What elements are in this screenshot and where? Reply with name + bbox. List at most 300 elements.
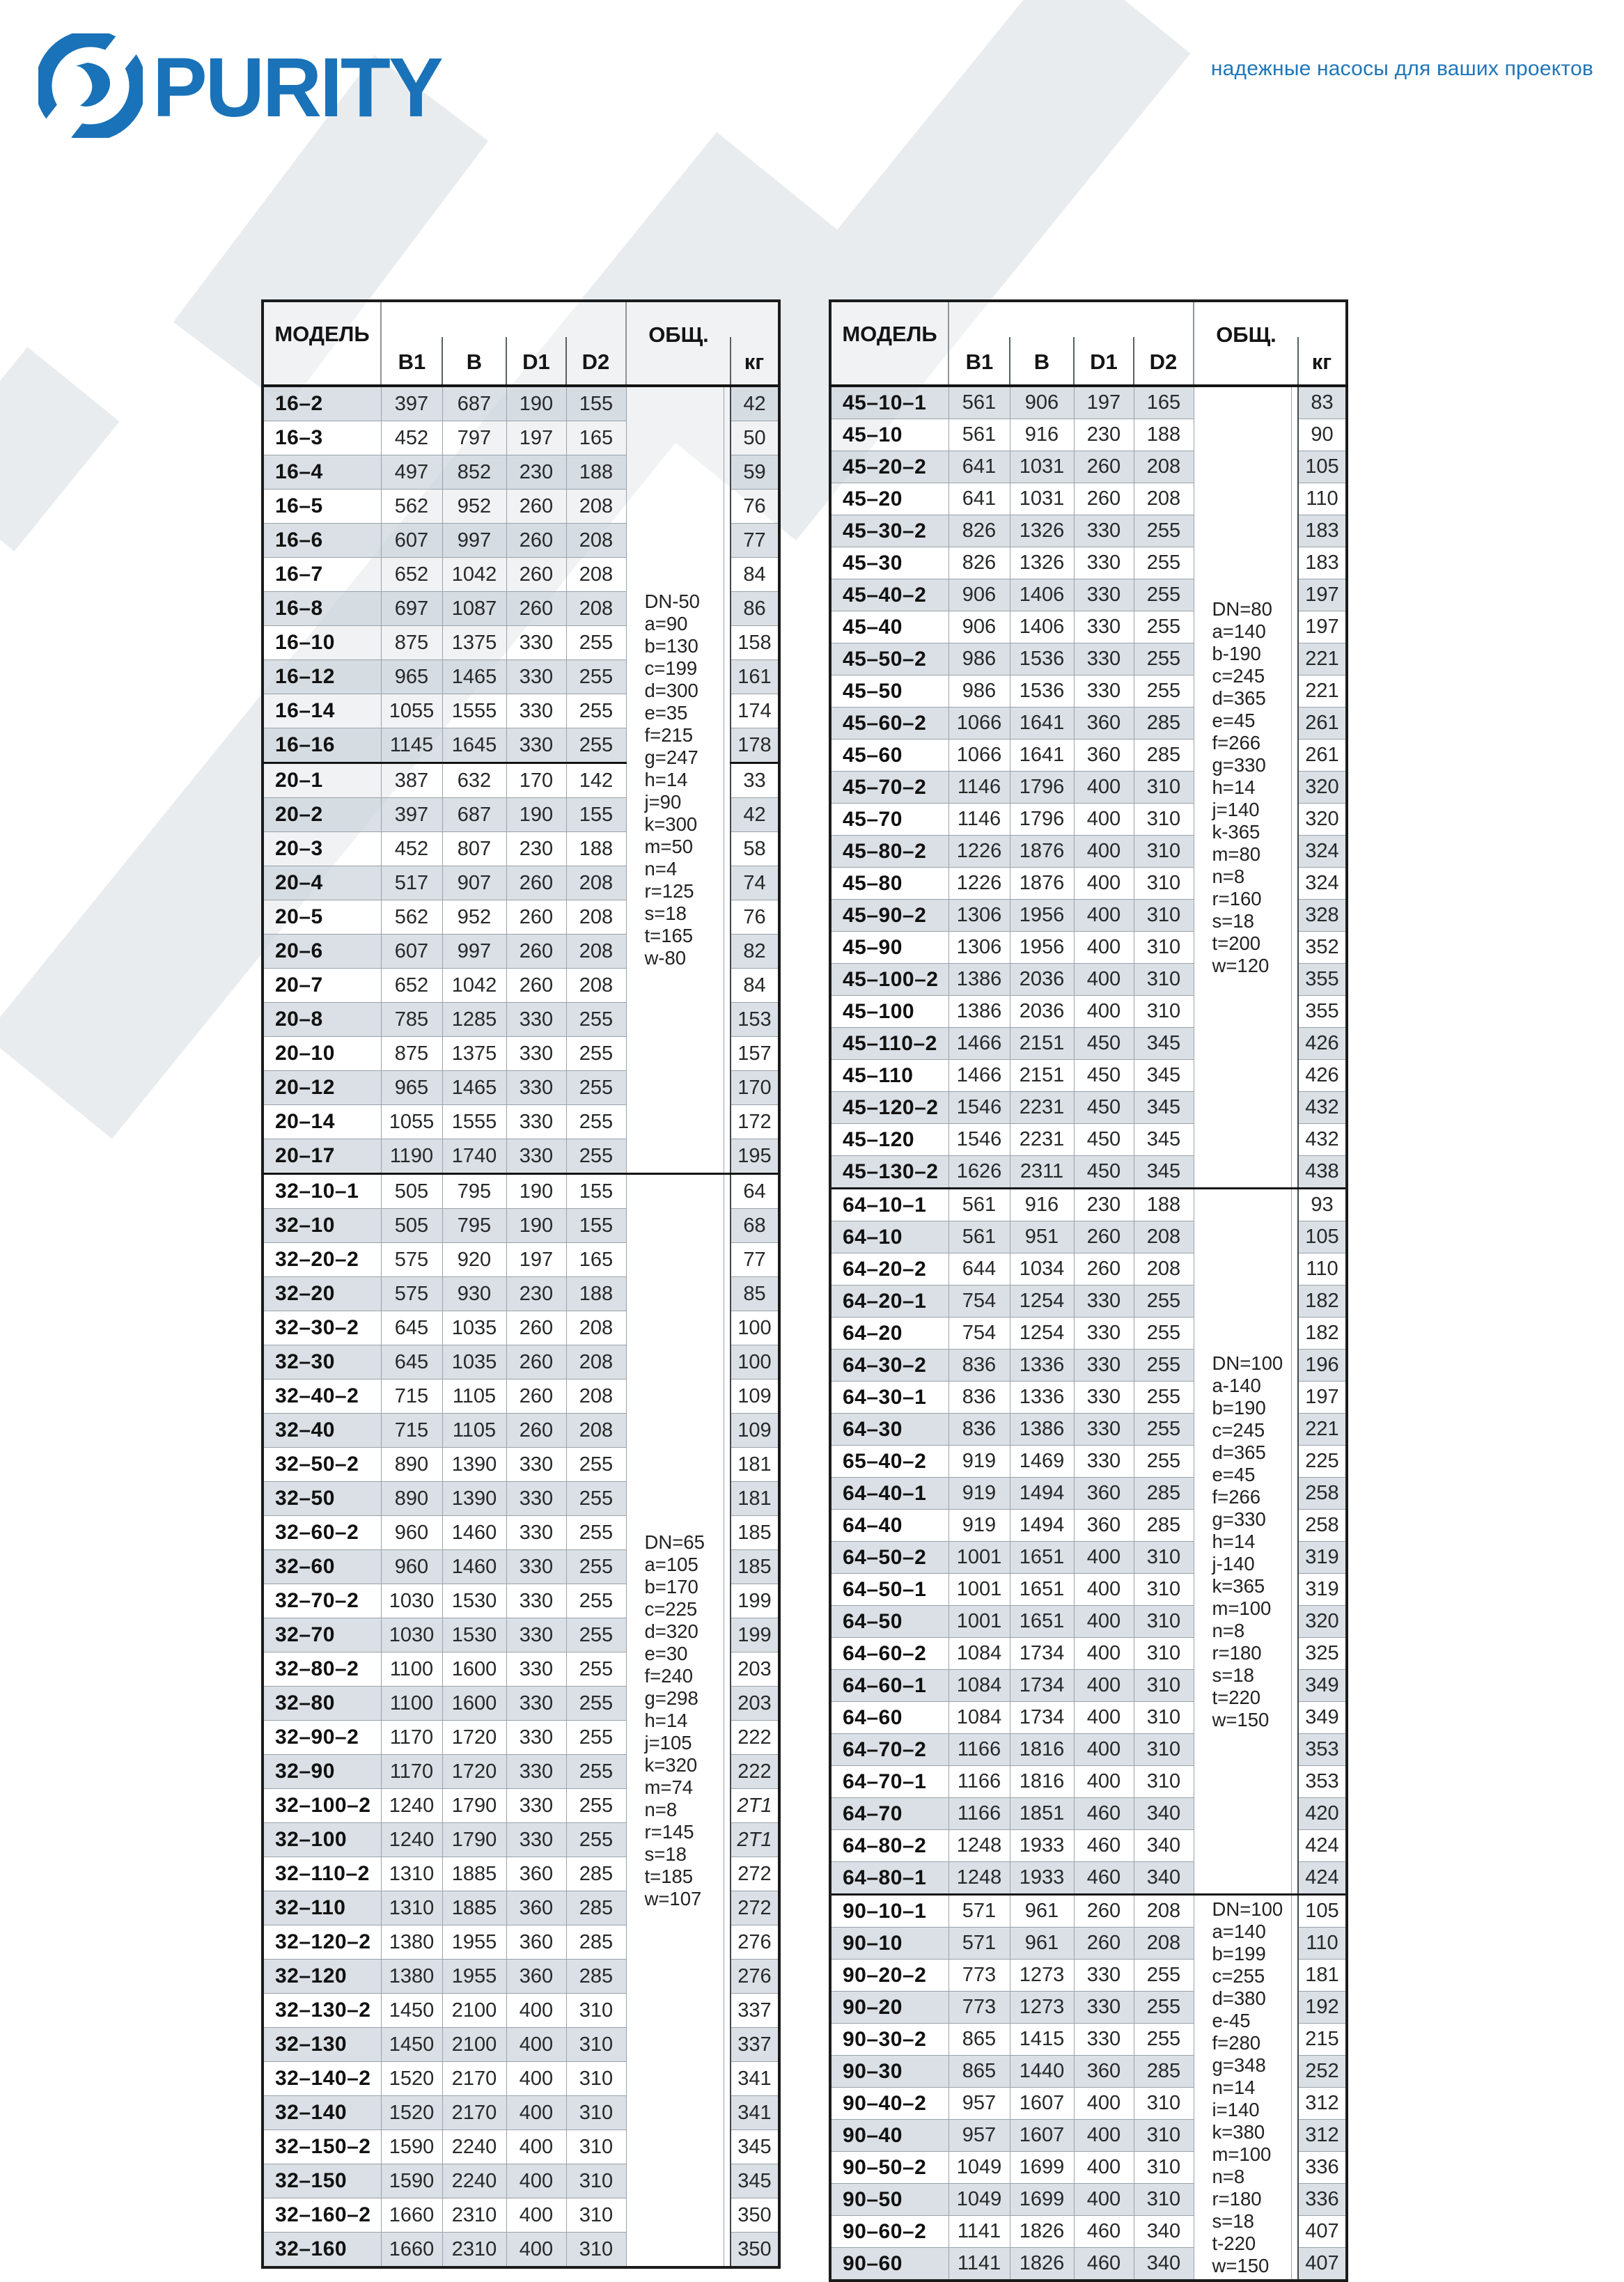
value-cell: 310 xyxy=(566,2198,626,2233)
value-cell: 330 xyxy=(506,1448,566,1482)
spec-line: b=190 xyxy=(1212,1396,1266,1419)
value-cell: 397 xyxy=(381,386,442,421)
kg-cell: 320 xyxy=(1298,1606,1347,1638)
value-cell: 1651 xyxy=(1010,1606,1074,1638)
value-cell: 1390 xyxy=(442,1448,506,1482)
value-cell: 1555 xyxy=(442,1105,506,1139)
kg-cell: 261 xyxy=(1298,740,1347,772)
value-cell: 754 xyxy=(948,1318,1010,1350)
model-cell: 20–5 xyxy=(263,900,381,935)
spec-cell xyxy=(1194,1895,1291,2281)
value-cell: 1226 xyxy=(948,868,1010,900)
spec-line: DN=65 xyxy=(644,1531,705,1553)
spec-line: d=365 xyxy=(1212,687,1266,709)
dimensions-table-right xyxy=(829,299,1348,2282)
value-cell: 155 xyxy=(566,1174,626,1209)
value-cell: 890 xyxy=(381,1448,442,1482)
value-cell: 1885 xyxy=(442,1891,506,1925)
value-cell: 345 xyxy=(1134,1124,1194,1156)
value-cell: 255 xyxy=(1134,547,1194,579)
value-cell: 1141 xyxy=(948,2216,1010,2248)
dimensions-table-left xyxy=(261,299,781,2269)
model-cell: 90–20 xyxy=(830,1992,948,2024)
value-cell: 208 xyxy=(566,490,626,524)
value-cell: 330 xyxy=(506,1139,566,1174)
value-cell: 1105 xyxy=(442,1380,506,1414)
value-cell: 208 xyxy=(566,592,626,626)
spec-line: n=8 xyxy=(1212,1619,1245,1641)
value-cell: 400 xyxy=(1074,804,1134,836)
value-cell: 997 xyxy=(442,935,506,969)
value-cell: 285 xyxy=(1134,708,1194,740)
kg-cell: 328 xyxy=(1298,900,1347,932)
model-cell: 90–60–2 xyxy=(830,2216,948,2248)
value-cell: 340 xyxy=(1134,2248,1194,2281)
kg-cell: 225 xyxy=(1298,1446,1347,1478)
value-cell: 400 xyxy=(1074,900,1134,932)
model-cell: 90–30 xyxy=(830,2056,948,2088)
value-cell: 330 xyxy=(506,1550,566,1584)
value-cell: 188 xyxy=(566,1277,626,1311)
value-cell: 607 xyxy=(381,524,442,558)
spec-line: f=215 xyxy=(644,724,694,746)
value-cell: 952 xyxy=(442,900,506,935)
kg-cell: 42 xyxy=(731,386,779,421)
value-cell: 1796 xyxy=(1010,772,1074,804)
value-cell: 1734 xyxy=(1010,1670,1074,1702)
value-cell: 230 xyxy=(506,1277,566,1311)
value-cell: 1826 xyxy=(1010,2216,1074,2248)
kg-cell: 100 xyxy=(731,1311,779,1345)
model-cell: 20–8 xyxy=(263,1003,381,1037)
spec-line: t-220 xyxy=(1212,2232,1256,2254)
spec-line: s=18 xyxy=(1212,2210,1254,2232)
value-cell: 632 xyxy=(442,763,506,798)
model-cell: 64–80–2 xyxy=(830,1830,948,1862)
value-cell: 400 xyxy=(1074,1670,1134,1702)
value-cell: 797 xyxy=(442,421,506,455)
value-cell: 330 xyxy=(1074,515,1134,547)
value-cell: 255 xyxy=(566,626,626,660)
model-cell: 20–7 xyxy=(263,969,381,1003)
kg-cell: 312 xyxy=(1298,2120,1347,2152)
kg-cell: 349 xyxy=(1298,1702,1347,1734)
model-cell: 45–20–2 xyxy=(830,451,948,483)
value-cell: 1933 xyxy=(1010,1830,1074,1862)
value-cell: 285 xyxy=(1134,2056,1194,2088)
value-cell: 952 xyxy=(442,490,506,524)
value-cell: 285 xyxy=(566,1960,626,1994)
value-cell: 330 xyxy=(1074,643,1134,675)
value-cell: 571 xyxy=(948,1928,1010,1960)
value-cell: 260 xyxy=(506,900,566,935)
value-cell: 255 xyxy=(1134,1414,1194,1446)
value-cell: 865 xyxy=(948,2056,1010,2088)
value-cell: 330 xyxy=(1074,675,1134,708)
value-cell: 505 xyxy=(381,1209,442,1243)
column-header-model: МОДЕЛЬ xyxy=(830,301,948,386)
spec-line: a-140 xyxy=(1212,1374,1261,1396)
value-cell: 330 xyxy=(506,626,566,660)
spec-line: m=74 xyxy=(644,1776,694,1798)
kg-cell: 110 xyxy=(1298,1253,1347,1285)
value-cell: 208 xyxy=(1134,1253,1194,1285)
value-cell: 1248 xyxy=(948,1830,1010,1862)
value-cell: 310 xyxy=(1134,932,1194,964)
value-cell: 340 xyxy=(1134,1830,1194,1862)
value-cell: 400 xyxy=(1074,964,1134,996)
spec-line: s=18 xyxy=(644,1843,687,1865)
value-cell: 330 xyxy=(1074,1350,1134,1382)
value-cell: 641 xyxy=(948,483,1010,515)
value-cell: 360 xyxy=(1074,708,1134,740)
model-cell: 32–120–2 xyxy=(263,1925,381,1960)
value-cell: 255 xyxy=(566,660,626,694)
value-cell: 345 xyxy=(1134,1156,1194,1189)
value-cell: 1146 xyxy=(948,772,1010,804)
value-cell: 1520 xyxy=(381,2096,442,2130)
value-cell: 1885 xyxy=(442,1857,506,1891)
spec-line: e=45 xyxy=(1212,1463,1256,1485)
value-cell: 1590 xyxy=(381,2130,442,2164)
value-cell: 397 xyxy=(381,798,442,832)
value-cell: 400 xyxy=(506,2198,566,2233)
kg-cell: 110 xyxy=(1298,1928,1347,1960)
value-cell: 190 xyxy=(506,386,566,421)
value-cell: 1626 xyxy=(948,1156,1010,1189)
kg-cell: 272 xyxy=(731,1857,779,1891)
value-cell: 155 xyxy=(566,386,626,421)
kg-cell: 203 xyxy=(731,1652,779,1687)
watermark-band xyxy=(0,347,120,551)
value-cell: 1876 xyxy=(1010,868,1074,900)
kg-cell: 320 xyxy=(1298,772,1347,804)
spec-line: w=120 xyxy=(1212,954,1270,976)
value-cell: 697 xyxy=(381,592,442,626)
value-cell: 188 xyxy=(1134,1189,1194,1221)
spec-line: r=180 xyxy=(1212,1641,1262,1664)
kg-cell: 183 xyxy=(1298,547,1347,579)
value-cell: 961 xyxy=(1010,1895,1074,1928)
value-cell: 310 xyxy=(1134,804,1194,836)
value-cell: 310 xyxy=(1134,1574,1194,1606)
value-cell: 1465 xyxy=(442,1071,506,1105)
spec-line: c=245 xyxy=(1212,664,1265,687)
value-cell: 1651 xyxy=(1010,1542,1074,1574)
value-cell: 360 xyxy=(506,1925,566,1960)
model-cell: 45–110 xyxy=(830,1060,948,1092)
value-cell: 715 xyxy=(381,1380,442,1414)
value-cell: 400 xyxy=(1074,868,1134,900)
kg-cell: 161 xyxy=(731,660,779,694)
value-cell: 1035 xyxy=(442,1345,506,1380)
value-cell: 400 xyxy=(1074,1702,1134,1734)
value-cell: 188 xyxy=(566,455,626,490)
value-cell: 562 xyxy=(381,490,442,524)
value-cell: 310 xyxy=(1134,900,1194,932)
spec-line: e=45 xyxy=(1212,709,1256,731)
kg-cell: 221 xyxy=(1298,643,1347,675)
column-header-b1: B1 xyxy=(381,301,442,386)
model-cell: 32–90–2 xyxy=(263,1721,381,1755)
value-cell: 330 xyxy=(1074,2024,1134,2056)
column-header-model: МОДЕЛЬ xyxy=(263,301,381,386)
value-cell: 460 xyxy=(1074,1830,1134,1862)
value-cell: 260 xyxy=(506,1345,566,1380)
model-cell: 32–70–2 xyxy=(263,1584,381,1618)
value-cell: 961 xyxy=(1010,1928,1074,1960)
value-cell: 310 xyxy=(1134,868,1194,900)
spec-line: f=266 xyxy=(1212,731,1261,753)
value-cell: 561 xyxy=(948,1221,1010,1253)
kg-cell: 90 xyxy=(1298,419,1347,451)
value-cell: 1466 xyxy=(948,1028,1010,1060)
value-cell: 807 xyxy=(442,832,506,866)
value-cell: 1049 xyxy=(948,2152,1010,2184)
value-cell: 1607 xyxy=(1010,2120,1074,2152)
value-cell: 188 xyxy=(566,832,626,866)
model-cell: 32–10–1 xyxy=(263,1174,381,1209)
model-cell: 45–110–2 xyxy=(830,1028,948,1060)
brand-wordmark: PURITY xyxy=(153,40,442,134)
value-cell: 190 xyxy=(506,1209,566,1243)
value-cell: 255 xyxy=(566,1823,626,1857)
model-cell: 45–60–2 xyxy=(830,708,948,740)
spec-line: f=280 xyxy=(1212,2031,1261,2054)
value-cell: 930 xyxy=(442,1277,506,1311)
value-cell: 310 xyxy=(566,2164,626,2198)
kg-cell: 153 xyxy=(731,1003,779,1037)
value-cell: 795 xyxy=(442,1209,506,1243)
kg-cell: 258 xyxy=(1298,1510,1347,1542)
value-cell: 345 xyxy=(1134,1028,1194,1060)
value-cell: 1955 xyxy=(442,1960,506,1994)
spec-line: r=145 xyxy=(644,1820,694,1843)
value-cell: 310 xyxy=(566,2096,626,2130)
value-cell: 260 xyxy=(1074,451,1134,483)
column-header-d1: D1 xyxy=(506,301,566,386)
value-cell: 260 xyxy=(1074,1253,1134,1285)
model-cell: 16–7 xyxy=(263,558,381,592)
spec-cell xyxy=(626,386,724,1174)
spec-line: g=330 xyxy=(1212,1508,1266,1530)
value-cell: 330 xyxy=(506,694,566,728)
kg-cell: 199 xyxy=(731,1618,779,1652)
value-cell: 260 xyxy=(506,592,566,626)
value-cell: 285 xyxy=(1134,740,1194,772)
value-cell: 1386 xyxy=(1010,1414,1074,1446)
kg-cell: 252 xyxy=(1298,2056,1347,2088)
column-header-b1: B1 xyxy=(948,301,1010,386)
value-cell: 865 xyxy=(948,2024,1010,2056)
value-cell: 330 xyxy=(506,1105,566,1139)
kg-cell: 170 xyxy=(731,1071,779,1105)
value-cell: 2231 xyxy=(1010,1092,1074,1124)
spec-line: b-190 xyxy=(1212,642,1261,664)
model-cell: 32–160 xyxy=(263,2233,381,2268)
value-cell: 1465 xyxy=(442,660,506,694)
value-cell: 1380 xyxy=(381,1960,442,1994)
value-cell: 1546 xyxy=(948,1124,1010,1156)
spec-line: t=185 xyxy=(644,1865,694,1887)
value-cell: 360 xyxy=(1074,1478,1134,1510)
spec-line: e=35 xyxy=(644,702,688,724)
model-cell: 32–130–2 xyxy=(263,1994,381,2028)
value-cell: 255 xyxy=(566,1139,626,1174)
value-cell: 255 xyxy=(566,1618,626,1652)
table-row xyxy=(263,1174,779,1209)
value-cell: 1170 xyxy=(381,1755,442,1789)
model-cell: 64–80–1 xyxy=(830,1862,948,1895)
model-cell: 32–60–2 xyxy=(263,1516,381,1550)
model-cell: 90–30–2 xyxy=(830,2024,948,2056)
spec-line: t=165 xyxy=(644,925,694,946)
kg-cell: 341 xyxy=(731,2062,779,2096)
value-cell: 2240 xyxy=(442,2130,506,2164)
kg-cell: 105 xyxy=(1298,451,1347,483)
value-cell: 330 xyxy=(506,1584,566,1618)
model-cell: 45–30 xyxy=(830,547,948,579)
value-cell: 255 xyxy=(566,1516,626,1550)
value-cell: 255 xyxy=(566,1105,626,1139)
value-cell: 310 xyxy=(1134,964,1194,996)
kg-cell: 420 xyxy=(1298,1798,1347,1830)
kg-cell: 407 xyxy=(1298,2248,1347,2281)
kg-cell: 197 xyxy=(1298,1382,1347,1414)
value-cell: 1740 xyxy=(442,1139,506,1174)
column-header-kg: кг xyxy=(1298,301,1347,386)
spec-line: e=30 xyxy=(644,1642,688,1664)
model-cell: 45–10–1 xyxy=(830,386,948,419)
value-cell: 571 xyxy=(948,1895,1010,1928)
value-cell: 255 xyxy=(1134,675,1194,708)
kg-cell: 181 xyxy=(731,1482,779,1516)
spec-line: g=298 xyxy=(644,1687,698,1709)
value-cell: 260 xyxy=(1074,1221,1134,1253)
value-cell: 260 xyxy=(506,490,566,524)
model-cell: 90–10 xyxy=(830,1928,948,1960)
kg-cell: 325 xyxy=(1298,1638,1347,1670)
kg-cell: 82 xyxy=(731,935,779,969)
value-cell: 330 xyxy=(1074,1446,1134,1478)
kg-cell: 110 xyxy=(1298,483,1347,515)
value-cell: 836 xyxy=(948,1414,1010,1446)
kg-cell: 426 xyxy=(1298,1028,1347,1060)
kg-cell: 85 xyxy=(731,1277,779,1311)
value-cell: 907 xyxy=(442,866,506,900)
value-cell: 208 xyxy=(1134,483,1194,515)
spec-line: h=14 xyxy=(644,769,688,790)
column-header-b: B xyxy=(442,301,506,386)
value-cell: 965 xyxy=(381,660,442,694)
model-cell: 90–50–2 xyxy=(830,2152,948,2184)
spec-line: h=14 xyxy=(1212,1530,1256,1552)
value-cell: 960 xyxy=(381,1516,442,1550)
value-cell: 561 xyxy=(948,419,1010,451)
value-cell: 1146 xyxy=(948,804,1010,836)
model-cell: 45–40–2 xyxy=(830,579,948,611)
kg-cell: 222 xyxy=(731,1755,779,1789)
value-cell: 255 xyxy=(566,1584,626,1618)
spec-line: DN=100 xyxy=(1212,1352,1283,1374)
kg-cell: 84 xyxy=(731,969,779,1003)
spec-line: f=266 xyxy=(1212,1485,1261,1508)
model-cell: 64–30–1 xyxy=(830,1382,948,1414)
spec-line: k=365 xyxy=(1212,1574,1265,1597)
kg-cell: 324 xyxy=(1298,868,1347,900)
model-cell: 16–2 xyxy=(263,386,381,421)
value-cell: 230 xyxy=(506,455,566,490)
kg-cell: 336 xyxy=(1298,2184,1347,2216)
model-cell: 20–3 xyxy=(263,832,381,866)
value-cell: 255 xyxy=(566,1071,626,1105)
column-header-d2: D2 xyxy=(1134,301,1194,386)
value-cell: 255 xyxy=(1134,1350,1194,1382)
spec-table xyxy=(829,299,1348,2282)
model-cell: 90–20–2 xyxy=(830,1960,948,1992)
value-cell: 1145 xyxy=(381,728,442,763)
kg-cell: 336 xyxy=(1298,2152,1347,2184)
value-cell: 1555 xyxy=(442,694,506,728)
value-cell: 255 xyxy=(1134,515,1194,547)
value-cell: 1816 xyxy=(1010,1734,1074,1766)
model-cell: 45–80 xyxy=(830,868,948,900)
value-cell: 260 xyxy=(1074,1895,1134,1928)
spec-line: c=245 xyxy=(1212,1419,1265,1441)
value-cell: 285 xyxy=(1134,1510,1194,1542)
kg-cell: 345 xyxy=(731,2164,779,2198)
value-cell: 1494 xyxy=(1010,1478,1074,1510)
model-cell: 20–6 xyxy=(263,935,381,969)
model-cell: 90–10–1 xyxy=(830,1895,948,1928)
value-cell: 1031 xyxy=(1010,483,1074,515)
value-cell: 1087 xyxy=(442,592,506,626)
value-cell: 310 xyxy=(1134,1542,1194,1574)
value-cell: 920 xyxy=(442,1243,506,1277)
column-header-kg: кг xyxy=(731,301,779,386)
value-cell: 208 xyxy=(1134,1928,1194,1960)
spec-line: a=140 xyxy=(1212,620,1266,642)
value-cell: 1310 xyxy=(381,1891,442,1925)
model-cell: 64–10 xyxy=(830,1221,948,1253)
value-cell: 1699 xyxy=(1010,2152,1074,2184)
value-cell: 1790 xyxy=(442,1823,506,1857)
value-cell: 400 xyxy=(506,1994,566,2028)
value-cell: 1415 xyxy=(1010,2024,1074,2056)
value-cell: 1536 xyxy=(1010,643,1074,675)
value-cell: 1494 xyxy=(1010,1510,1074,1542)
value-cell: 1049 xyxy=(948,2184,1010,2216)
kg-cell: 86 xyxy=(731,592,779,626)
kg-cell: 345 xyxy=(731,2130,779,2164)
model-cell: 64–50–1 xyxy=(830,1574,948,1606)
table-row xyxy=(830,386,1347,419)
value-cell: 330 xyxy=(506,1516,566,1550)
model-cell: 45–100–2 xyxy=(830,964,948,996)
model-cell: 45–50–2 xyxy=(830,643,948,675)
model-cell: 32–20 xyxy=(263,1277,381,1311)
value-cell: 340 xyxy=(1134,1862,1194,1895)
spacer-cell xyxy=(1291,386,1298,1189)
model-cell: 90–40–2 xyxy=(830,2088,948,2120)
value-cell: 360 xyxy=(1074,740,1134,772)
value-cell: 255 xyxy=(566,1687,626,1721)
spec-line: j=90 xyxy=(644,791,682,813)
value-cell: 400 xyxy=(506,2233,566,2268)
value-cell: 1530 xyxy=(442,1584,506,1618)
value-cell: 155 xyxy=(566,1209,626,1243)
value-cell: 330 xyxy=(506,660,566,694)
